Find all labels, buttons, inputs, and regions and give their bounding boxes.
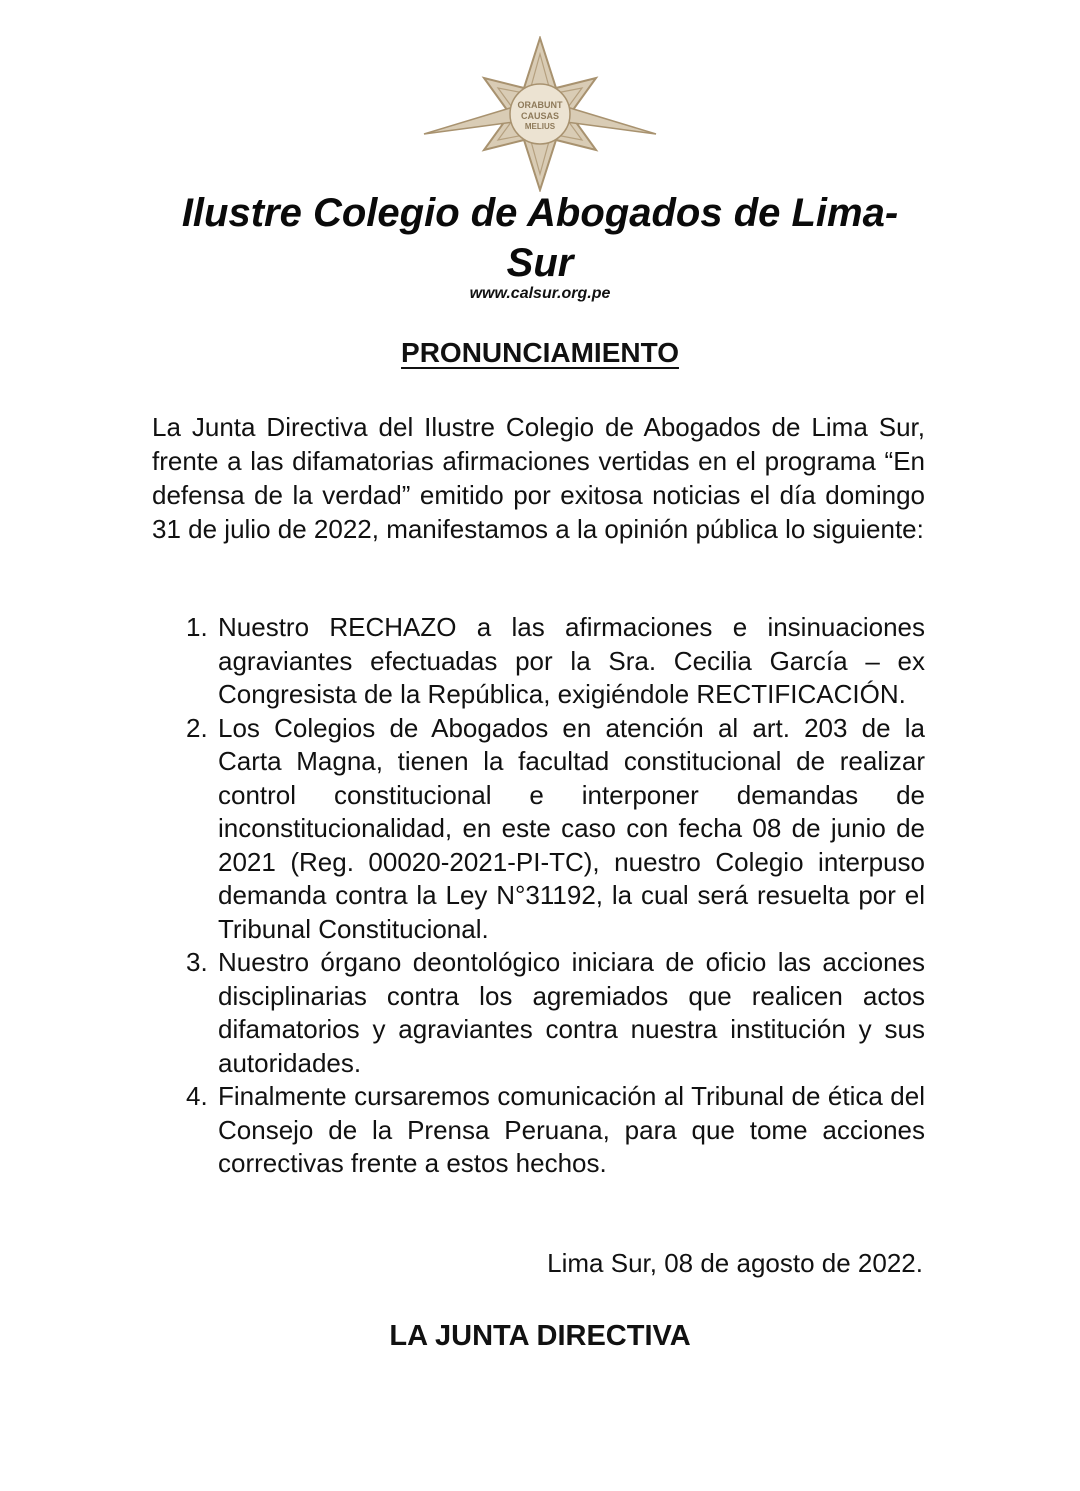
list-item-text: Finalmente cursaremos comunicación al Tribunal de ética del Consejo de la Prensa Peruana, para que tome acciones correctivas frente a estos hechos.: [218, 1081, 925, 1178]
list-item-number: 2.: [186, 712, 208, 743]
website-url: www.calsur.org.pe: [469, 285, 611, 302]
organization-title-line2: Sur: [506, 241, 574, 285]
logo-motto-line3: MELIUS: [524, 122, 556, 131]
signature: LA JUNTA DIRECTIVA: [389, 1320, 691, 1352]
logo-motto-line1: ORABUNT: [517, 100, 563, 110]
intro-paragraph: La Junta Directiva del Ilustre Colegio de Abogados de Lima Sur, frente a las difamatorias afirmaciones vertidas en el programa “En defensa de la verdad” emitido por exitosa noticias el día domingo 31 de julio de 2022, manifestamos a la opinión pública lo siguiente:: [152, 412, 925, 544]
seven-point-star-seal-icon: [420, 36, 660, 192]
list-item-number: 4.: [186, 1081, 208, 1111]
organization-title: [130, 188, 950, 288]
organization-title-line1: Ilustre Colegio de Abogados de Lima-: [181, 191, 899, 235]
logo-motto-line2: CAUSAS: [520, 111, 560, 121]
list-item-number: 3.: [186, 947, 208, 977]
list-item: [152, 946, 925, 1080]
list-item-number: 1.: [186, 612, 208, 642]
list-item: [152, 611, 925, 712]
list-item-text: Nuestro órgano deontológico iniciara de oficio las acciones disciplinarias contra los agremiados que realicen actos difamatorios y agraviantes contra nuestra institución y sus autoridades.: [218, 947, 925, 1078]
document-date: Lima Sur, 08 de agosto de 2022.: [547, 1248, 923, 1278]
list-item-text: Los Colegios de Abogados en atención al art. 203 de la Carta Magna, tienen la facultad constitucional de realizar control constitucional e interponer demandas de inconstitucionalidad, en este caso con fecha 08 de junio de 2021 (Reg. 00020-2021-PI-TC), nuestro Colegio interpuso demanda contra la Ley N°31192, la cual será resuelta por el Tribunal Constitucional.: [218, 712, 925, 944]
document-title: PRONUNCIAMIENTO: [401, 337, 679, 368]
list-item-text: Nuestro RECHAZO a las afirmaciones e insinuaciones agraviantes efectuadas por la Sra. Cecilia García – ex Congresista de la República, exigiéndole RECTIFICACIÓN.: [218, 612, 925, 709]
list-item: [152, 1080, 925, 1181]
list-item: [152, 712, 925, 947]
statement-list: [152, 611, 925, 1181]
